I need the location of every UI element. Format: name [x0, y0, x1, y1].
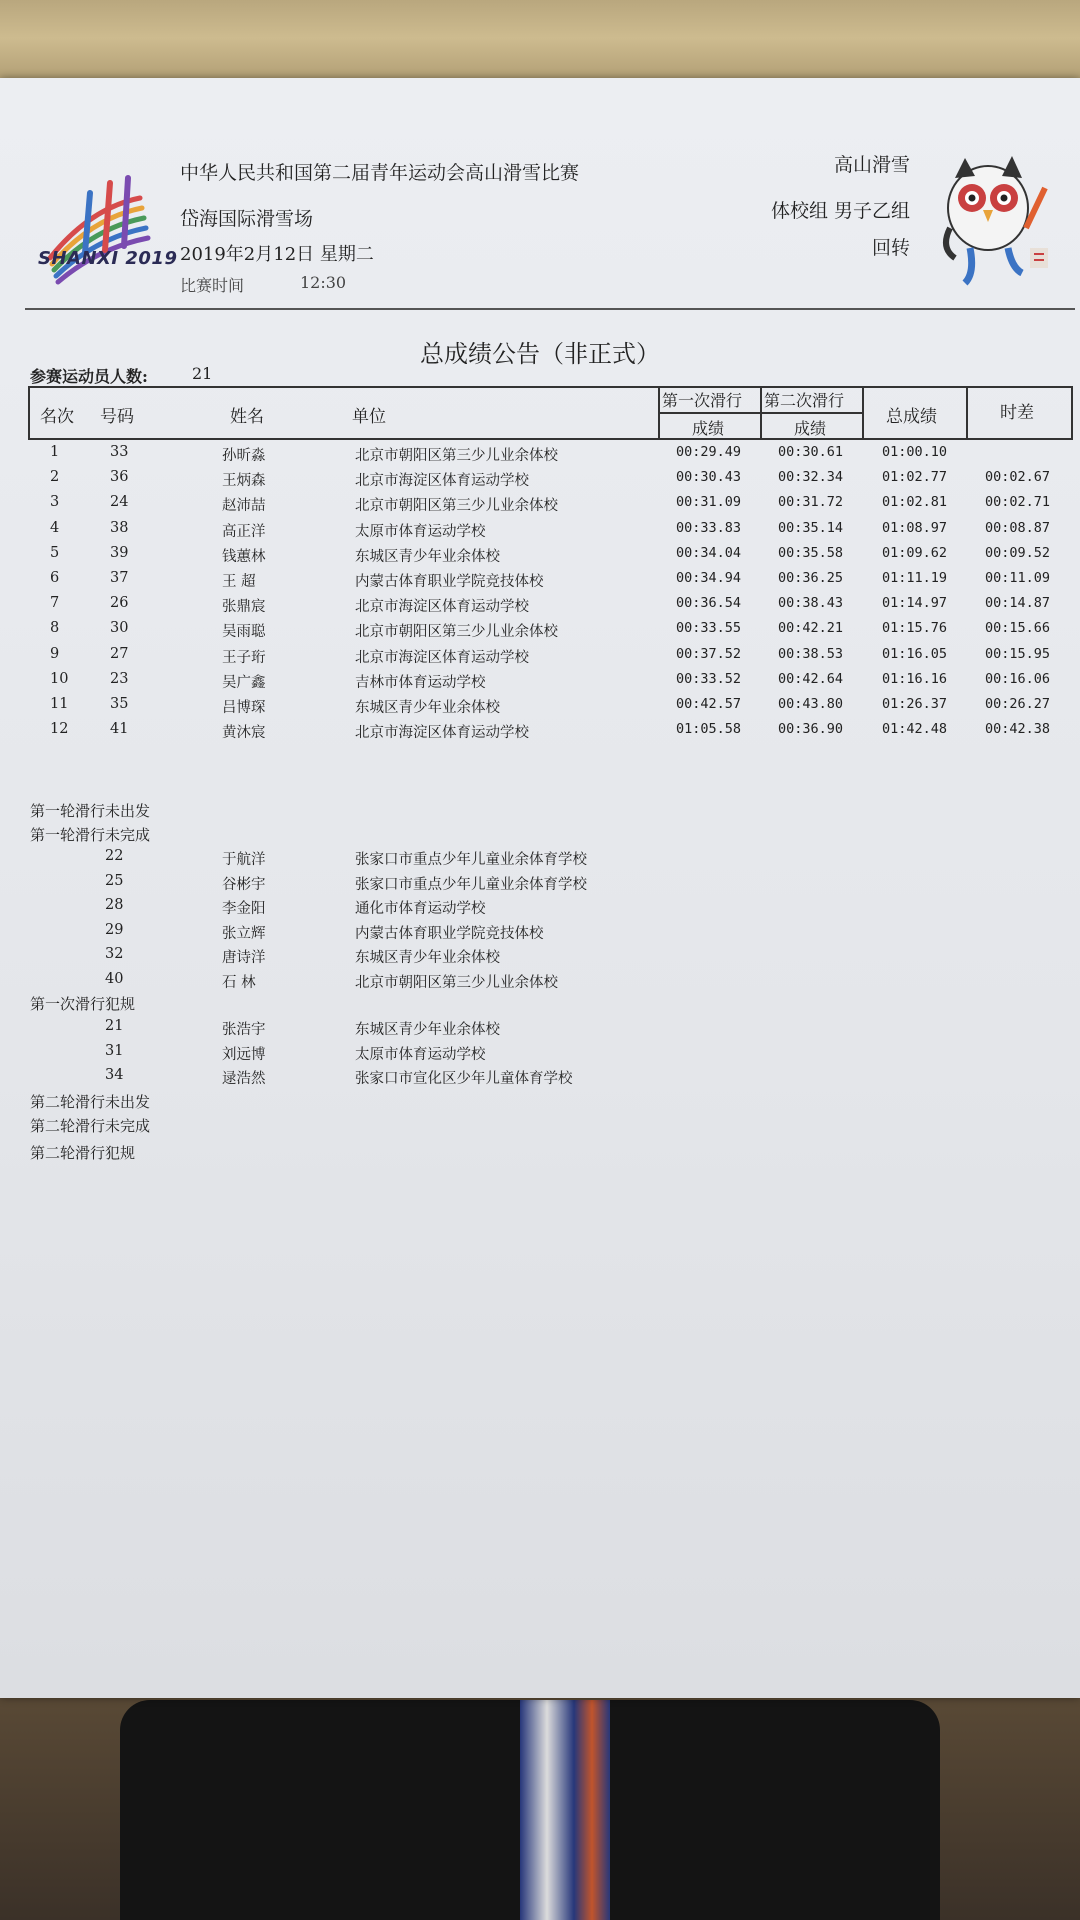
run1-cell: 00:37.52: [676, 645, 742, 662]
run1-cell: 00:33.83: [676, 519, 742, 536]
name-cell: 逯浩然: [222, 1071, 266, 1087]
diff-cell: 00:26.27: [985, 696, 1051, 712]
run2-cell: 00:36.25: [778, 570, 844, 586]
name-cell: 高正洋: [222, 523, 266, 540]
name-cell: 孙昕淼: [222, 448, 266, 464]
list-item: [0, 873, 1080, 897]
unit-cell: 北京市朝阳区第三少儿业余体校: [355, 974, 558, 991]
section-dns-run1: 第一轮滑行未出发: [30, 802, 151, 820]
bib-cell: 40: [105, 970, 124, 987]
name-cell: 王 超: [222, 574, 256, 590]
run1-cell: 01:05.58: [676, 721, 742, 738]
table-row: [0, 671, 1080, 695]
total-cell: 01:02.77: [882, 469, 948, 486]
name-cell: 王炳森: [222, 473, 266, 490]
bib-cell: 37: [110, 570, 129, 586]
name-cell: 黄沐宸: [222, 725, 266, 742]
bib-cell: 38: [110, 519, 129, 536]
list-item: [0, 922, 1080, 946]
header-diff: 时差: [1000, 403, 1034, 423]
race-time: 12:30: [300, 273, 347, 292]
venue: 岱海国际滑雪场: [180, 208, 314, 230]
unit-cell: 吉林市体育运动学校: [355, 674, 486, 691]
name-cell: 张鼎宸: [222, 599, 266, 616]
bib-cell: 36: [110, 469, 129, 486]
name-cell: 吴广鑫: [222, 674, 266, 691]
unit-cell: 通化市体育运动学校: [355, 901, 486, 917]
table-row: [0, 469, 1080, 493]
table-row: [0, 520, 1080, 544]
table-row: [0, 646, 1080, 670]
header-unit: 单位: [352, 407, 386, 427]
name-cell: 吕博琛: [222, 700, 266, 716]
rank-cell: 3: [50, 494, 60, 511]
discipline-label: 回转: [871, 237, 910, 259]
bib-cell: 39: [110, 544, 129, 561]
unit-cell: 北京市海淀区体育运动学校: [355, 473, 529, 490]
section-dnf-run2: 第二轮滑行未完成: [30, 1117, 151, 1135]
run1-cell: 00:33.55: [676, 620, 742, 637]
name-cell: 张立辉: [222, 925, 266, 942]
unit-cell: 太原市体育运动学校: [355, 523, 486, 540]
name-cell: 吴雨聪: [222, 624, 266, 641]
bib-cell: 22: [105, 848, 124, 864]
unit-cell: 东城区青少年业余体校: [355, 950, 500, 966]
rank-cell: 9: [50, 645, 60, 662]
total-cell: 01:16.05: [882, 645, 948, 662]
table-row: [0, 444, 1080, 468]
group-label: 体校组 男子乙组: [770, 200, 910, 222]
bib-cell: 34: [105, 1067, 124, 1083]
header-total: 总成绩: [886, 407, 937, 427]
run2-cell: 00:31.72: [778, 494, 844, 511]
diff-cell: 00:02.67: [985, 469, 1051, 486]
header-subdivider: [658, 412, 862, 414]
unit-cell: 北京市海淀区体育运动学校: [355, 599, 529, 616]
unit-cell: 北京市海淀区体育运动学校: [355, 649, 529, 666]
header-run1-result: 成绩: [692, 419, 725, 438]
event-title: 中华人民共和国第二届青年运动会高山滑雪比赛: [180, 162, 580, 184]
list-item: [0, 946, 1080, 970]
logo-text: SHANXI 2019: [38, 248, 178, 269]
unit-cell: 北京市朝阳区第三少儿业余体校: [355, 624, 558, 641]
bib-cell: 33: [110, 444, 129, 460]
list-item: [0, 1018, 1080, 1042]
run1-cell: 00:30.43: [676, 469, 742, 486]
header-divider-total: [862, 386, 864, 440]
total-cell: 01:16.16: [882, 670, 948, 687]
name-cell: 张浩宇: [222, 1022, 266, 1038]
list-item: [0, 971, 1080, 995]
list-item: [0, 848, 1080, 872]
race-time-label: 比赛时间: [180, 276, 245, 295]
total-cell: 01:42.48: [882, 721, 948, 738]
rank-cell: 7: [50, 595, 60, 612]
results-sheet: [0, 78, 1080, 1698]
participants-label: 参赛运动员人数:: [30, 367, 148, 386]
diff-cell: 00:42.38: [985, 721, 1051, 738]
rank-cell: 6: [50, 570, 60, 586]
unit-cell: 张家口市重点少年儿童业余体育学校: [355, 852, 587, 868]
name-cell: 于航洋: [222, 852, 266, 868]
table-row: [0, 595, 1080, 619]
bib-cell: 31: [105, 1042, 124, 1059]
bib-cell: 27: [110, 645, 129, 662]
diff-cell: 00:11.09: [985, 570, 1051, 586]
run2-cell: 00:35.14: [778, 519, 844, 536]
bib-cell: 21: [105, 1018, 124, 1034]
unit-cell: 北京市朝阳区第三少儿业余体校: [355, 448, 558, 464]
header-rank: 名次: [40, 407, 74, 427]
sport-label: 高山滑雪: [833, 154, 910, 176]
run1-cell: 00:36.54: [676, 595, 742, 612]
table-row: [0, 620, 1080, 644]
name-cell: 钱蕙林: [222, 548, 266, 565]
name-cell: 赵沛喆: [222, 498, 266, 515]
participants-count: 21: [192, 364, 213, 383]
diff-cell: 00:16.06: [985, 670, 1051, 687]
lanyard-strap: [520, 1700, 610, 1920]
run2-cell: 00:42.64: [778, 670, 844, 687]
unit-cell: 北京市海淀区体育运动学校: [355, 725, 529, 742]
table-row: [0, 494, 1080, 518]
run1-cell: 00:33.52: [676, 670, 742, 687]
run2-cell: 00:38.43: [778, 595, 844, 612]
run2-cell: 00:43.80: [778, 696, 844, 712]
rank-cell: 1: [50, 444, 60, 460]
run2-cell: 00:30.61: [778, 444, 844, 460]
header-divider-diff: [966, 386, 968, 440]
run1-cell: 00:34.94: [676, 570, 742, 586]
section-dsq-run2: 第二轮滑行犯规: [30, 1144, 136, 1162]
name-cell: 王子珩: [222, 649, 266, 666]
unit-cell: 东城区青少年业余体校: [355, 1022, 500, 1038]
mascot-icon: [930, 138, 1055, 288]
run1-cell: 00:29.49: [676, 444, 742, 460]
total-cell: 01:09.62: [882, 544, 948, 561]
section-dsq-run1: 第一次滑行犯规: [30, 995, 136, 1013]
rank-cell: 10: [50, 670, 69, 687]
rank-cell: 4: [50, 519, 60, 536]
page-title: 总成绩公告（非正式）: [420, 340, 660, 368]
unit-cell: 太原市体育运动学校: [355, 1046, 486, 1063]
diff-cell: 00:15.66: [985, 620, 1051, 637]
name-cell: 刘远博: [222, 1046, 266, 1063]
total-cell: 01:26.37: [882, 696, 948, 712]
unit-cell: 北京市朝阳区第三少儿业余体校: [355, 498, 558, 515]
total-cell: 01:02.81: [882, 494, 948, 511]
name-cell: 谷彬宇: [222, 876, 266, 893]
bib-cell: 25: [105, 872, 124, 889]
table-row: [0, 570, 1080, 594]
table-row: [0, 721, 1080, 745]
diff-cell: 00:09.52: [985, 544, 1051, 561]
header-name: 姓名: [230, 407, 264, 427]
bib-cell: 41: [110, 721, 129, 738]
rank-cell: 12: [50, 721, 69, 738]
run1-cell: 00:31.09: [676, 494, 742, 511]
unit-cell: 内蒙古体育职业学院竞技体校: [355, 925, 544, 942]
diff-cell: 00:08.87: [985, 519, 1051, 536]
rank-cell: 2: [50, 469, 60, 486]
run2-cell: 00:42.21: [778, 620, 844, 637]
total-cell: 01:15.76: [882, 620, 948, 637]
header-bib: 号码: [100, 407, 134, 427]
run1-cell: 00:34.04: [676, 544, 742, 561]
diff-cell: 00:15.95: [985, 645, 1051, 662]
header-run2-result: 成绩: [794, 419, 827, 438]
diff-cell: 00:14.87: [985, 595, 1051, 612]
table-row: [0, 696, 1080, 720]
rank-cell: 8: [50, 620, 60, 637]
shanxi-2019-logo-icon: [30, 138, 170, 298]
unit-cell: 东城区青少年业余体校: [355, 700, 500, 716]
bib-cell: 23: [110, 670, 129, 687]
total-cell: 01:08.97: [882, 519, 948, 536]
bib-cell: 30: [110, 620, 129, 637]
name-cell: 石 林: [222, 974, 256, 991]
diff-cell: 00:02.71: [985, 494, 1051, 511]
rank-cell: 5: [50, 544, 60, 561]
header-run1: 第一次滑行: [662, 391, 743, 410]
bib-cell: 28: [105, 897, 124, 913]
run2-cell: 00:32.34: [778, 469, 844, 486]
run1-cell: 00:42.57: [676, 696, 742, 712]
header-run2: 第二次滑行: [764, 391, 845, 410]
table-row: [0, 545, 1080, 569]
race-date: 2019年2月12日 星期二: [180, 244, 374, 265]
run2-cell: 00:36.90: [778, 721, 844, 738]
list-item: [0, 1067, 1080, 1091]
bib-cell: 32: [105, 946, 124, 962]
name-cell: 李金阳: [222, 901, 266, 917]
bib-cell: 35: [110, 696, 129, 712]
list-item: [0, 1043, 1080, 1067]
unit-cell: 内蒙古体育职业学院竞技体校: [355, 574, 544, 590]
unit-cell: 张家口市重点少年儿童业余体育学校: [355, 876, 587, 893]
list-item: [0, 897, 1080, 921]
total-cell: 01:00.10: [882, 444, 948, 460]
rank-cell: 11: [50, 696, 69, 712]
bib-cell: 26: [110, 595, 129, 612]
section-dnf-run1: 第一轮滑行未完成: [30, 826, 151, 844]
total-cell: 01:14.97: [882, 595, 948, 612]
bib-cell: 29: [105, 921, 124, 938]
run2-cell: 00:38.53: [778, 645, 844, 662]
run2-cell: 00:35.58: [778, 544, 844, 561]
bib-cell: 24: [110, 494, 129, 511]
section-dns-run2: 第二轮滑行未出发: [30, 1093, 151, 1111]
total-cell: 01:11.19: [882, 570, 948, 586]
unit-cell: 张家口市宣化区少年儿童体育学校: [355, 1071, 573, 1087]
unit-cell: 东城区青少年业余体校: [355, 548, 500, 565]
name-cell: 唐诗洋: [222, 950, 266, 966]
